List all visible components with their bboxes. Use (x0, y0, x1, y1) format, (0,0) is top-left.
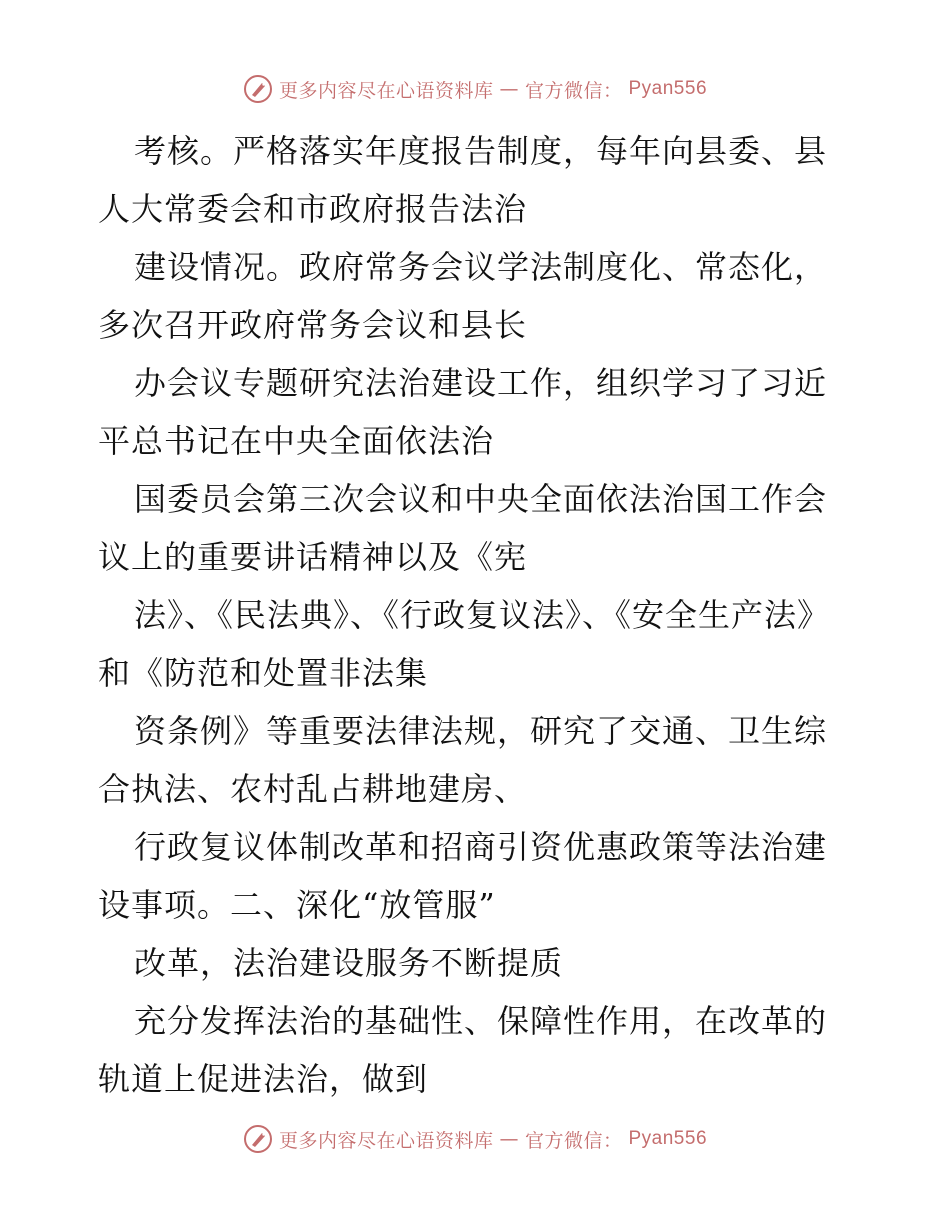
paragraph: 建设情况。政府常务会议学法制度化、常态化，多次召开政府常务会议和县长 (98, 248, 828, 344)
paragraph: 改革，法治建设服务不断提质 (134, 944, 564, 982)
document-body (98, 122, 858, 1108)
wechat-label: 官方微信： (524, 1129, 623, 1152)
wechat-id: Pyan556 (628, 1128, 708, 1149)
paragraph: 国委员会第三次会议和中央全面依法治国工作会议上的重要讲话精神以及《宪 (98, 480, 828, 576)
paragraph: 办会议专题研究法治建设工作，组织学习了习近平总书记在中央全面依法治 (98, 364, 828, 460)
paragraph: 考核。严格落实年度报告制度，每年向县委、县人大常委会和市政府报告法治 (98, 132, 828, 228)
paragraph: 资条例》等重要法律法规，研究了交通、卫生综合执法、农村乱占耕地建房、 (98, 712, 828, 808)
banner-separator: — (499, 78, 519, 100)
site-name: 更多内容尽在心语资料库 (278, 1129, 494, 1152)
banner-separator: — (499, 1128, 519, 1150)
footer-watermark-banner (0, 1124, 950, 1154)
wechat-id: Pyan556 (628, 78, 708, 99)
wechat-label: 官方微信： (524, 79, 623, 102)
site-name: 更多内容尽在心语资料库 (278, 79, 494, 102)
header-watermark-banner (0, 74, 950, 104)
paragraph: 行政复议体制改革和招商引资优惠政策等法治建设事项。二、深化“放管服” (98, 828, 828, 924)
pen-nib-logo-icon (243, 74, 273, 104)
paragraph: 充分发挥法治的基础性、保障性作用，在改革的轨道上促进法治，做到 (98, 1002, 828, 1098)
pen-nib-logo-icon (243, 1124, 273, 1154)
paragraph: 法》、《民法典》、《行政复议法》、《安全生产法》和《防范和处置非法集 (98, 596, 831, 692)
